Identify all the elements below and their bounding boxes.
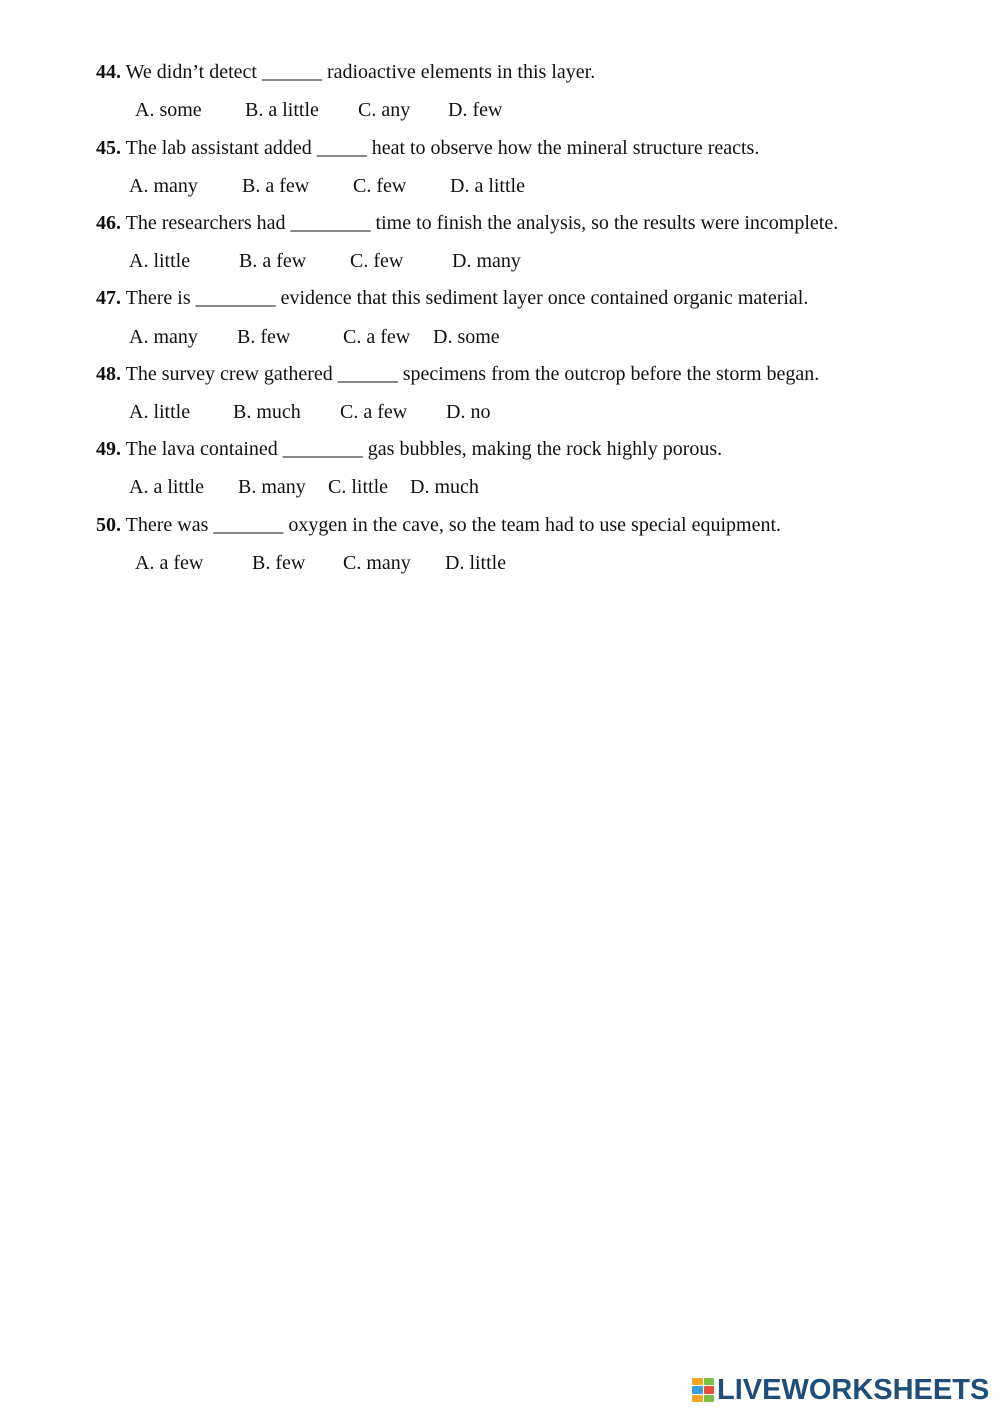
option-a[interactable]: A. a little bbox=[129, 476, 204, 498]
question-44 bbox=[96, 60, 595, 84]
question-stem: The lava contained ________ gas bubbles, making the rock highly porous. bbox=[121, 438, 723, 460]
question-stem: The lab assistant added _____ heat to observe how the mineral structure reacts. bbox=[121, 137, 760, 159]
option-b[interactable]: B. much bbox=[233, 401, 301, 423]
question-stem: The survey crew gathered ______ specimens from the outcrop before the storm began. bbox=[121, 363, 820, 385]
option-d[interactable]: D. some bbox=[433, 326, 500, 348]
question-47 bbox=[96, 286, 808, 310]
option-b[interactable]: B. a little bbox=[245, 99, 319, 121]
brand-name: LIVEWORKSHEETS bbox=[717, 1374, 990, 1406]
option-c[interactable]: C. any bbox=[358, 99, 411, 121]
question-50 bbox=[96, 513, 781, 537]
question-49 bbox=[96, 437, 722, 461]
question-46 bbox=[96, 211, 838, 235]
option-d[interactable]: D. many bbox=[452, 250, 521, 272]
option-a[interactable]: A. many bbox=[129, 175, 198, 197]
question-number: 45. bbox=[96, 137, 121, 159]
option-c[interactable]: C. many bbox=[343, 552, 411, 574]
option-b[interactable]: B. many bbox=[238, 476, 306, 498]
option-c[interactable]: C. a few bbox=[340, 401, 408, 423]
option-c[interactable]: C. few bbox=[353, 175, 407, 197]
question-45 bbox=[96, 136, 759, 160]
option-d[interactable]: D. no bbox=[446, 401, 491, 423]
liveworksheets-brand bbox=[692, 1373, 989, 1407]
liveworksheets-logo-icon bbox=[692, 1378, 714, 1402]
option-c[interactable]: C. a few bbox=[343, 326, 411, 348]
question-number: 47. bbox=[96, 287, 121, 309]
option-a[interactable]: A. many bbox=[129, 326, 198, 348]
question-number: 49. bbox=[96, 438, 121, 460]
option-a[interactable]: A. little bbox=[129, 250, 191, 272]
option-d[interactable]: D. a little bbox=[450, 175, 525, 197]
question-stem: There was _______ oxygen in the cave, so the team had to use special equipment. bbox=[121, 514, 781, 536]
option-d[interactable]: D. few bbox=[448, 99, 503, 121]
question-stem: We didn’t detect ______ radioactive elements in this layer. bbox=[121, 61, 596, 83]
question-number: 46. bbox=[96, 212, 121, 234]
option-b[interactable]: B. few bbox=[237, 326, 291, 348]
option-d[interactable]: D. little bbox=[445, 552, 507, 574]
option-a[interactable]: A. little bbox=[129, 401, 191, 423]
question-number: 48. bbox=[96, 363, 121, 385]
option-b[interactable]: B. few bbox=[252, 552, 306, 574]
option-c[interactable]: C. few bbox=[350, 250, 404, 272]
option-b[interactable]: B. a few bbox=[239, 250, 307, 272]
question-stem: The researchers had ________ time to finish the analysis, so the results were incomplete. bbox=[121, 212, 839, 234]
option-a[interactable]: A. some bbox=[135, 99, 202, 121]
option-c[interactable]: C. little bbox=[328, 476, 388, 498]
option-d[interactable]: D. much bbox=[410, 476, 479, 498]
question-48 bbox=[96, 362, 819, 386]
option-a[interactable]: A. a few bbox=[135, 552, 204, 574]
question-number: 44. bbox=[96, 61, 121, 83]
question-stem: There is ________ evidence that this sediment layer once contained organic material. bbox=[121, 287, 809, 309]
option-b[interactable]: B. a few bbox=[242, 175, 310, 197]
question-number: 50. bbox=[96, 514, 121, 536]
